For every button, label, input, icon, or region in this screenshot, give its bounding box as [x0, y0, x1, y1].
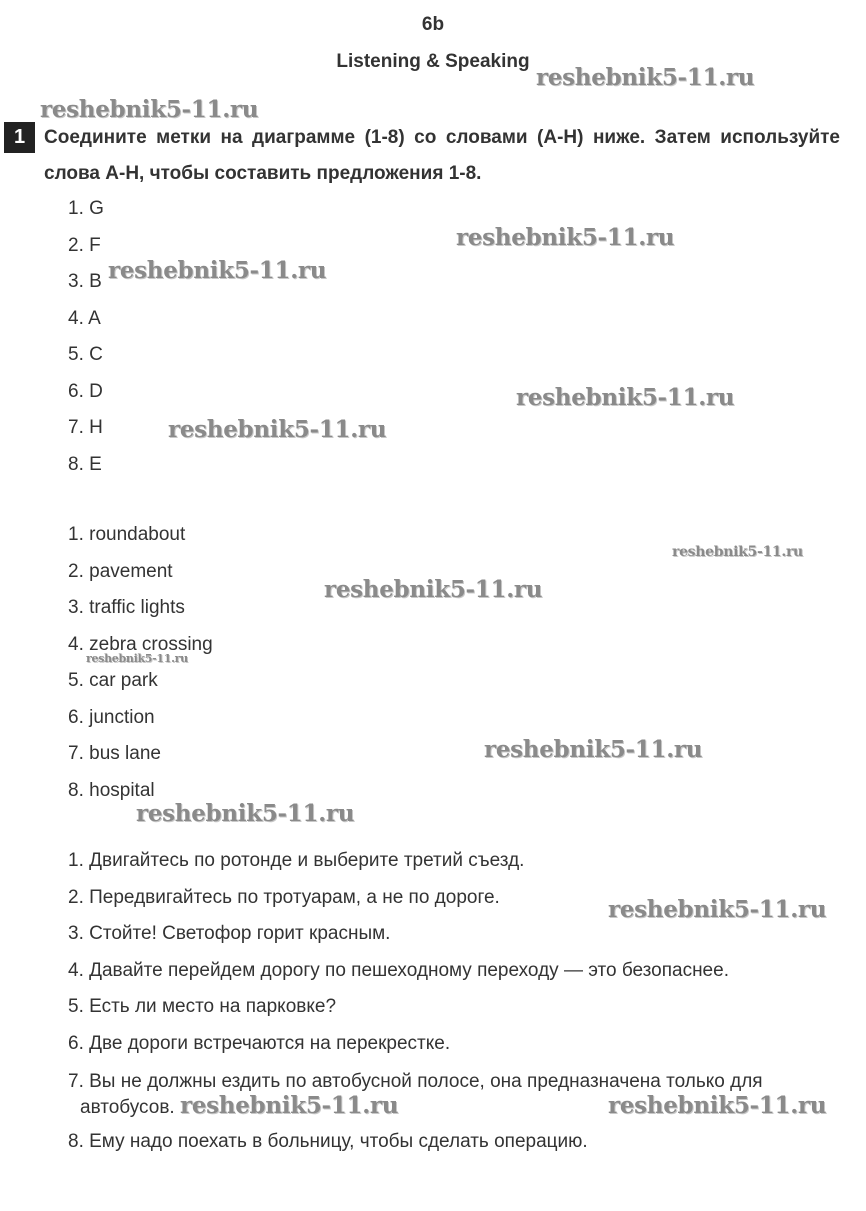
watermark: reshebnik5-11.ru: [136, 800, 355, 827]
list-item: 1. G: [68, 198, 104, 219]
list-item: 4. A: [68, 307, 101, 329]
list-item: 4. zebra crossing: [68, 633, 213, 655]
list-item: 5. Есть ли место на парковке?: [68, 996, 337, 1017]
watermark: reshebnik5-11.ru: [516, 384, 735, 411]
watermark: reshebnik5-11.ru: [324, 576, 543, 603]
watermark: reshebnik5-11.ru: [180, 1092, 399, 1119]
list-item: 7. bus lane: [68, 743, 161, 764]
list-item: 2. Передвигайтесь по тротуарам, а не по дороге.: [68, 886, 500, 908]
watermark: reshebnik5-11.ru: [484, 736, 703, 763]
sentence-line: 7. Вы не должны ездить по автобусной полосе, она предназначена только для: [68, 1071, 763, 1092]
list-item: 2. pavement: [68, 560, 173, 582]
list-item: 6. Две дороги встречаются на перекрестке.: [68, 1032, 451, 1054]
list-item: 6. junction: [68, 706, 155, 728]
list-item: 8. E: [68, 453, 102, 475]
answer-letters-list: [68, 198, 104, 490]
watermark: reshebnik5-11.ru: [86, 652, 188, 665]
exercise-number-badge: 1: [4, 122, 35, 153]
unit-label: 6b: [421, 14, 445, 35]
list-item: 5. car park: [68, 670, 158, 691]
sentence-continuation: автобусов.: [80, 1097, 175, 1118]
watermark: reshebnik5-11.ru: [168, 416, 387, 443]
list-item: 6. D: [68, 380, 103, 402]
list-item: 3. B: [68, 271, 102, 292]
vocabulary-list: [68, 524, 213, 816]
exercise-instruction: Соедините метки на диаграмме (1-8) со словами (A-H) ниже. Затем используйте слова A-H, чтобы составить предложения 1-8.: [44, 127, 840, 184]
watermark: reshebnik5-11.ru: [608, 1092, 827, 1119]
list-item: 2. F: [68, 234, 101, 256]
list-item: 8. Ему надо поехать в больницу, чтобы сделать операцию.: [68, 1131, 588, 1152]
watermark: reshebnik5-11.ru: [456, 224, 675, 251]
watermark: reshebnik5-11.ru: [672, 544, 803, 560]
watermark: reshebnik5-11.ru: [608, 896, 827, 923]
list-item: 5. C: [68, 344, 103, 365]
list-item: 3. traffic lights: [68, 597, 185, 618]
list-item: 4. Давайте перейдем дорогу по пешеходному переходу — это безопаснее.: [68, 959, 729, 981]
section-title: Listening & Speaking: [336, 51, 530, 72]
watermark: reshebnik5-11.ru: [108, 257, 327, 284]
list-item: 1. Двигайтесь по ротонде и выберите третий съезд.: [68, 850, 525, 871]
list-item: 7. H: [68, 417, 103, 438]
list-item: 1. roundabout: [68, 524, 186, 545]
list-item: 8. hospital: [68, 779, 155, 801]
list-item: 3. Стойте! Светофор горит красным.: [68, 923, 391, 944]
watermark: reshebnik5-11.ru: [536, 64, 755, 91]
watermark: reshebnik5-11.ru: [40, 96, 259, 123]
